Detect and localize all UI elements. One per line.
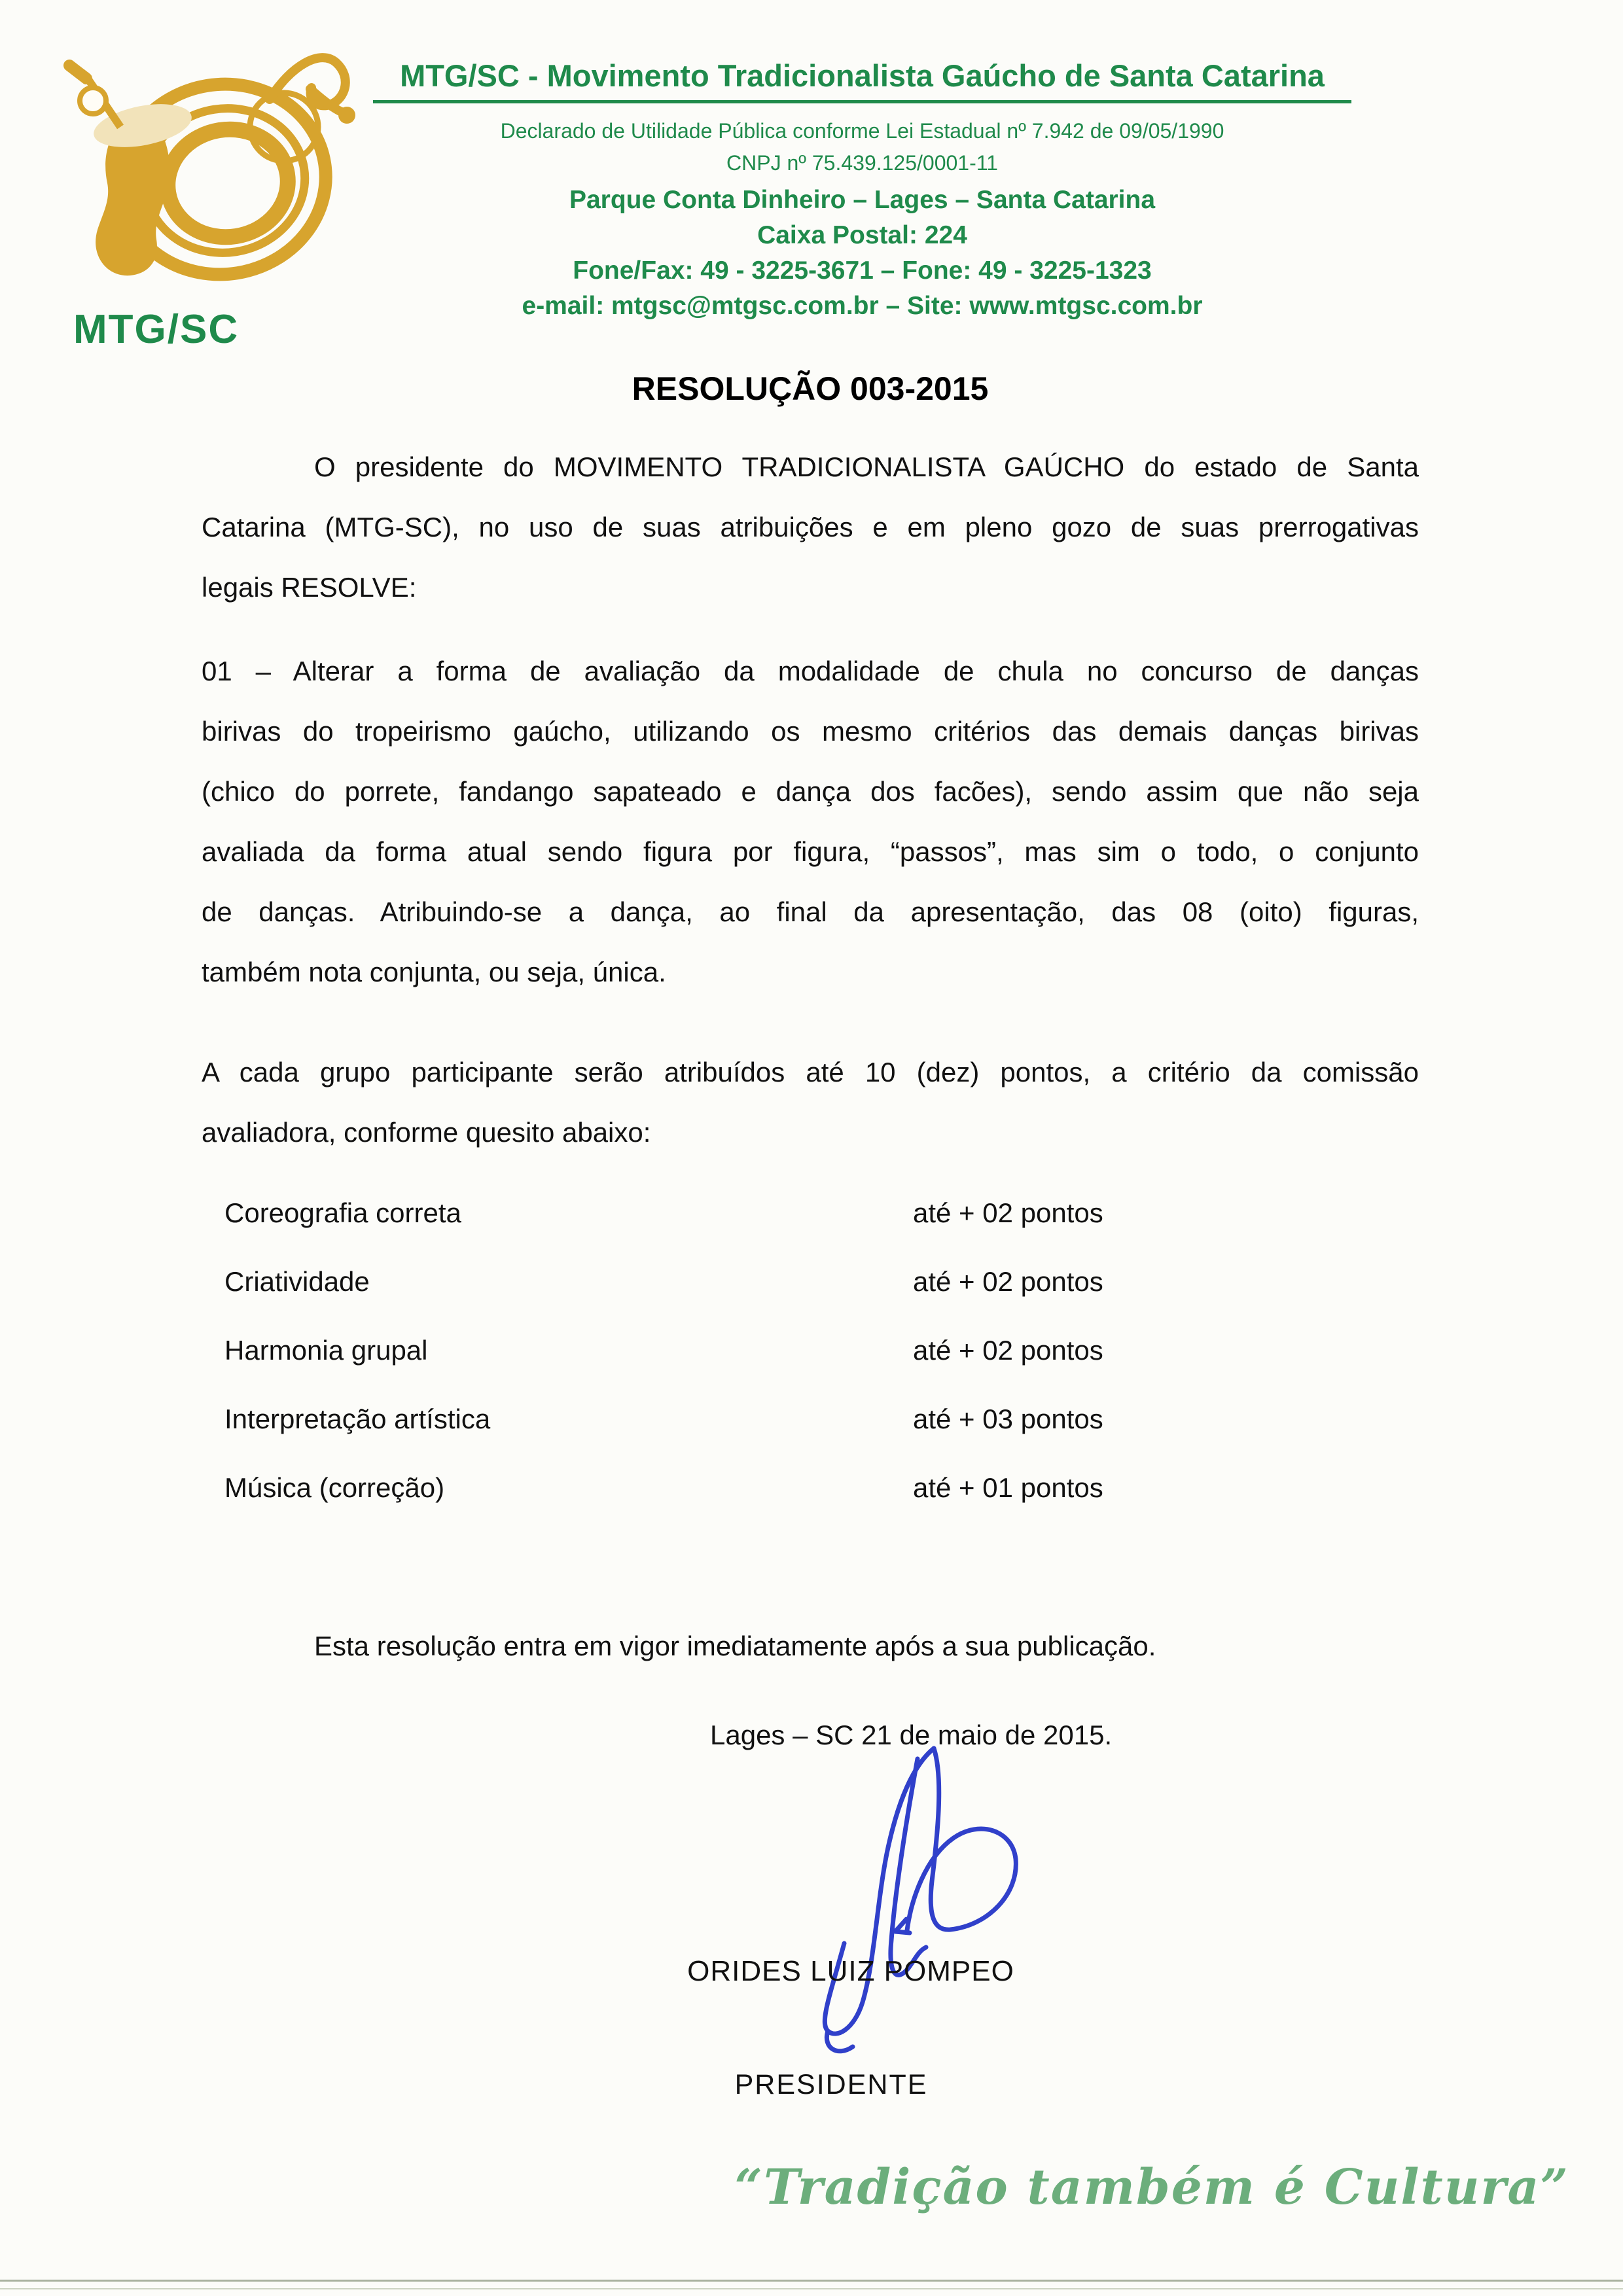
criteria-label: Interpretação artística — [224, 1404, 491, 1434]
criteria-points: até + 02 pontos — [913, 1197, 1103, 1228]
footer-motto: “Tradição também é Cultura” — [734, 2159, 1569, 2216]
paragraph-article-01 — [202, 641, 1419, 1002]
text-line: Catarina (MTG-SC), no uso de suas atribuições e em pleno gozo de suas prerrogativas — [202, 512, 1419, 542]
signer-name: ORIDES LUIZ POMPEO — [687, 1955, 1014, 1987]
cnpj-line: CNPJ nº 75.439.125/0001-11 — [726, 151, 998, 175]
criteria-label: Música (correção) — [224, 1472, 445, 1503]
criteria-row — [224, 1335, 1419, 1404]
text-line: O presidente do MOVIMENTO TRADICIONALISTA GAÚCHO do estado de Santa — [314, 451, 1419, 482]
criteria-label: Harmonia grupal — [224, 1335, 428, 1366]
criteria-row — [224, 1197, 1419, 1266]
signer-role: PRESIDENTE — [734, 2069, 928, 2100]
text-line: (chico do porrete, fandango sapateado e dança dos facões), sendo assim que não seja — [202, 776, 1419, 807]
logo-acronym: MTG/SC — [73, 307, 240, 352]
phones-line: Fone/Fax: 49 - 3225-3671 – Fone: 49 - 3225-1323 — [573, 256, 1152, 285]
criteria-points: até + 03 pontos — [913, 1404, 1103, 1434]
criteria-label: Criatividade — [224, 1266, 370, 1297]
paragraph-scoring-intro — [202, 1042, 1419, 1163]
text-line: de danças. Atribuindo-se a dança, ao final da apresentação, das 08 (oito) figuras, — [202, 896, 1419, 927]
text-line: avaliada da forma atual sendo figura por figura, “passos”, mas sim o todo, o conjunto — [202, 836, 1419, 867]
letterhead — [373, 58, 1351, 321]
criteria-points: até + 01 pontos — [913, 1472, 1103, 1503]
org-title: MTG/SC - Movimento Tradicionalista Gaúcho de Santa Catarina — [400, 58, 1325, 93]
chimarrao-gourd-lasso-icon — [47, 34, 358, 299]
address-line: Parque Conta Dinheiro – Lages – Santa Catarina — [569, 186, 1156, 214]
date-line: Lages – SC 21 de maio de 2015. — [710, 1720, 1113, 1750]
declared-line: Declarado de Utilidade Pública conforme Lei Estadual nº 7.942 de 09/05/1990 — [500, 119, 1224, 143]
text-line: A cada grupo participante serão atribuídos até 10 (dez) pontos, a critério da comissão — [202, 1057, 1419, 1087]
text-line: avaliadora, conforme quesito abaixo: — [202, 1117, 651, 1148]
scan-edge-line-2 — [0, 2288, 1623, 2289]
closing-sentence: Esta resolução entra em vigor imediatamente após a sua publicação. — [314, 1631, 1156, 1661]
title-underline — [373, 100, 1351, 103]
document-title: RESOLUÇÃO 003-2015 — [632, 370, 989, 407]
criteria-row — [224, 1472, 1419, 1541]
criteria-points: até + 02 pontos — [913, 1266, 1103, 1297]
signature-ink — [746, 1734, 1073, 2071]
pobox-line: Caixa Postal: 224 — [757, 221, 967, 249]
text-line: também nota conjunta, ou seja, única. — [202, 957, 666, 987]
criteria-row — [224, 1404, 1419, 1472]
email-site-line: e-mail: mtgsc@mtgsc.com.br – Site: www.mtgsc.com.br — [522, 292, 1203, 320]
criteria-label: Coreografia correta — [224, 1197, 461, 1228]
mtgsc-logo — [47, 34, 358, 299]
text-line: 01 – Alterar a forma de avaliação da modalidade de chula no concurso de danças — [202, 656, 1419, 686]
text-line: birivas do tropeirismo gaúcho, utilizando os mesmo critérios das demais danças birivas — [202, 716, 1419, 747]
text-line: legais RESOLVE: — [202, 572, 417, 603]
criteria-points: até + 02 pontos — [913, 1335, 1103, 1366]
paragraph-preamble — [202, 437, 1419, 618]
scan-edge-line — [0, 2280, 1623, 2282]
criteria-row — [224, 1266, 1419, 1335]
